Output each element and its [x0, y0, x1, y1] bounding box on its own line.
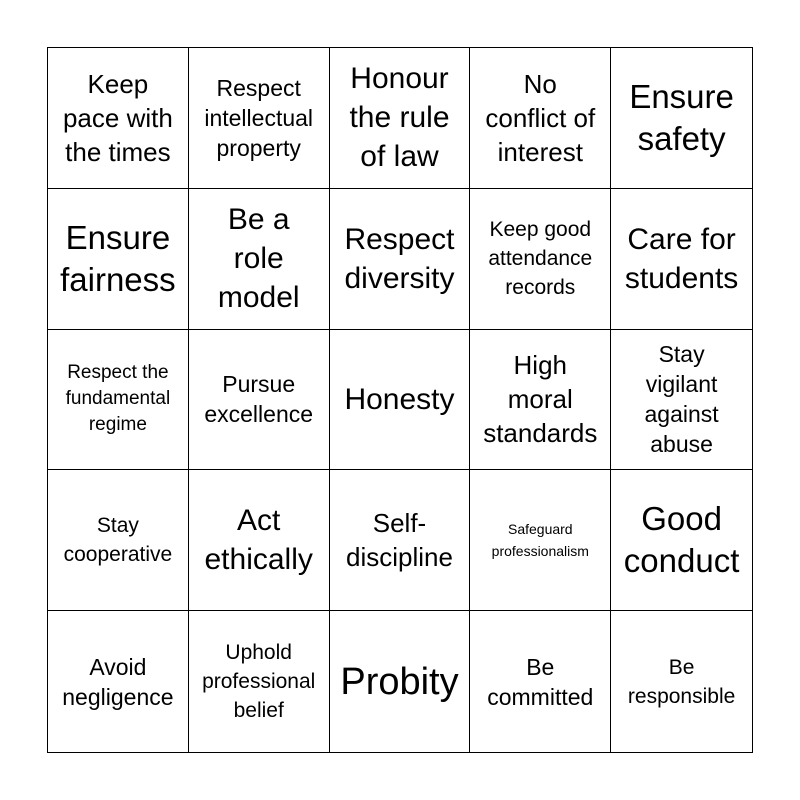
bingo-cell[interactable]: [330, 470, 471, 611]
bingo-cell-label: Respect diversity: [344, 222, 455, 295]
bingo-cell-label: Respect intellectual property: [204, 74, 314, 161]
bingo-cell-label: High moral standards: [483, 350, 598, 449]
bingo-cell-label: Self- discipline: [346, 508, 453, 573]
bingo-cell-label: Pursue excellence: [204, 371, 314, 428]
bingo-cell-label: Avoid negligence: [62, 653, 174, 710]
bingo-cell[interactable]: [330, 611, 471, 752]
bingo-cell-label: Respect the fundamental regime: [65, 362, 171, 436]
bingo-cell-label: Stay vigilant against abuse: [644, 341, 719, 458]
bingo-cell-label: Ensure safety: [629, 77, 734, 157]
bingo-cell-label: Probity: [340, 660, 459, 703]
bingo-cell-label: Keep pace with the times: [62, 68, 173, 167]
bingo-cell[interactable]: [611, 470, 752, 611]
bingo-cell[interactable]: [330, 48, 471, 189]
bingo-cell-label: Act ethically: [204, 504, 313, 577]
bingo-cell-label: Good conduct: [623, 500, 740, 580]
bingo-cell[interactable]: [330, 189, 471, 330]
bingo-cell[interactable]: [470, 470, 611, 611]
bingo-cell[interactable]: [611, 611, 752, 752]
bingo-cell-label: Keep good attendance records: [488, 218, 593, 300]
bingo-cell-center[interactable]: [330, 330, 471, 471]
bingo-cell-label: Honesty: [344, 382, 455, 416]
bingo-cell-label: Care for students: [624, 222, 739, 295]
bingo-cell-label: Stay cooperative: [63, 514, 173, 567]
bingo-cell-label: Honour the rule of law: [349, 62, 450, 174]
bingo-cell[interactable]: [48, 189, 189, 330]
bingo-cell[interactable]: [48, 330, 189, 471]
bingo-cell-label: Ensure fairness: [60, 218, 176, 298]
bingo-cell[interactable]: [189, 189, 330, 330]
bingo-cell-label: Be responsible: [627, 655, 736, 708]
bingo-cell[interactable]: [48, 470, 189, 611]
bingo-cell[interactable]: [189, 48, 330, 189]
bingo-board: [47, 47, 753, 753]
bingo-cell[interactable]: [189, 470, 330, 611]
bingo-cell-label: Be a role model: [217, 203, 300, 315]
bingo-cell[interactable]: [189, 611, 330, 752]
bingo-cell[interactable]: [470, 330, 611, 471]
bingo-cell-label: Uphold professional belief: [202, 641, 316, 723]
bingo-cell[interactable]: [48, 611, 189, 752]
bingo-cell[interactable]: [189, 330, 330, 471]
bingo-cell[interactable]: [611, 48, 752, 189]
bingo-cell[interactable]: [470, 611, 611, 752]
bingo-cell[interactable]: [470, 48, 611, 189]
bingo-cell[interactable]: [48, 48, 189, 189]
bingo-cell[interactable]: [470, 189, 611, 330]
bingo-cell-label: Be committed: [487, 653, 594, 710]
bingo-cell[interactable]: [611, 189, 752, 330]
bingo-cell-label: Safeguard professionalism: [491, 521, 589, 560]
bingo-cell-label: No conflict of interest: [485, 68, 596, 167]
bingo-cell[interactable]: [611, 330, 752, 471]
